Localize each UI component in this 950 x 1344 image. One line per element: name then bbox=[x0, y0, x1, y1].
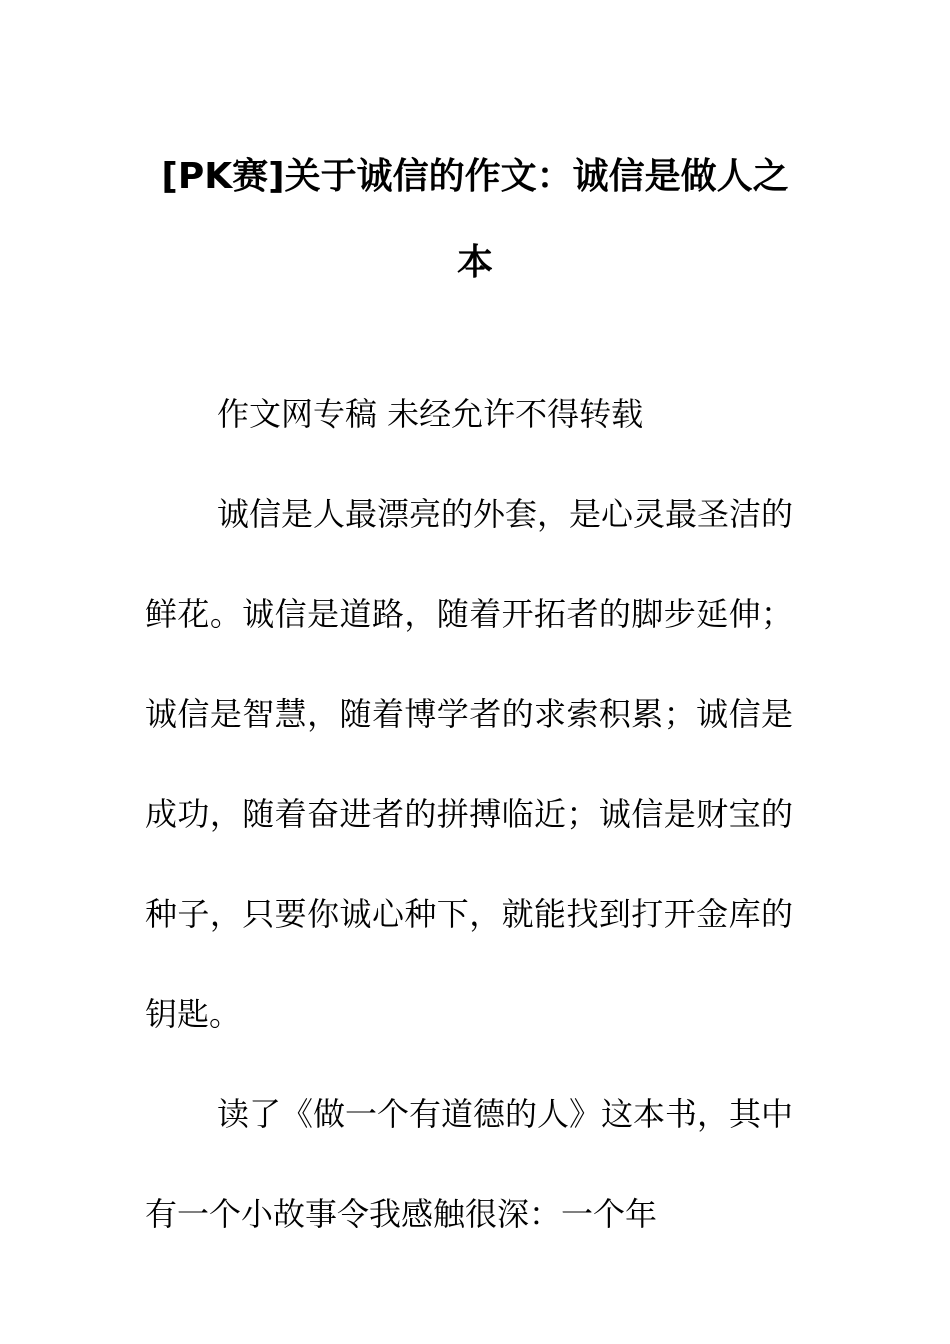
document-title: [PK赛]关于诚信的作文：诚信是做人之本 bbox=[161, 156, 789, 284]
document-body bbox=[145, 364, 793, 1264]
paragraph-2: 读了《做一个有道德的人》这本书，其中有一个小故事令我感触很深：一个年 bbox=[145, 1095, 794, 1233]
source-note: 作文网专稿 未经允许不得转载 bbox=[217, 395, 644, 433]
paragraph-1: 诚信是人最漂亮的外套，是心灵最圣洁的鲜花。诚信是道路，随着开拓者的脚步延伸；诚信是智慧，随着博学者的求索积累；诚信是成功，随着奋进者的拼搏临近；诚信是财宝的种子，只要你诚心种下，就能找到打开金库的钥匙。 bbox=[145, 495, 794, 1033]
